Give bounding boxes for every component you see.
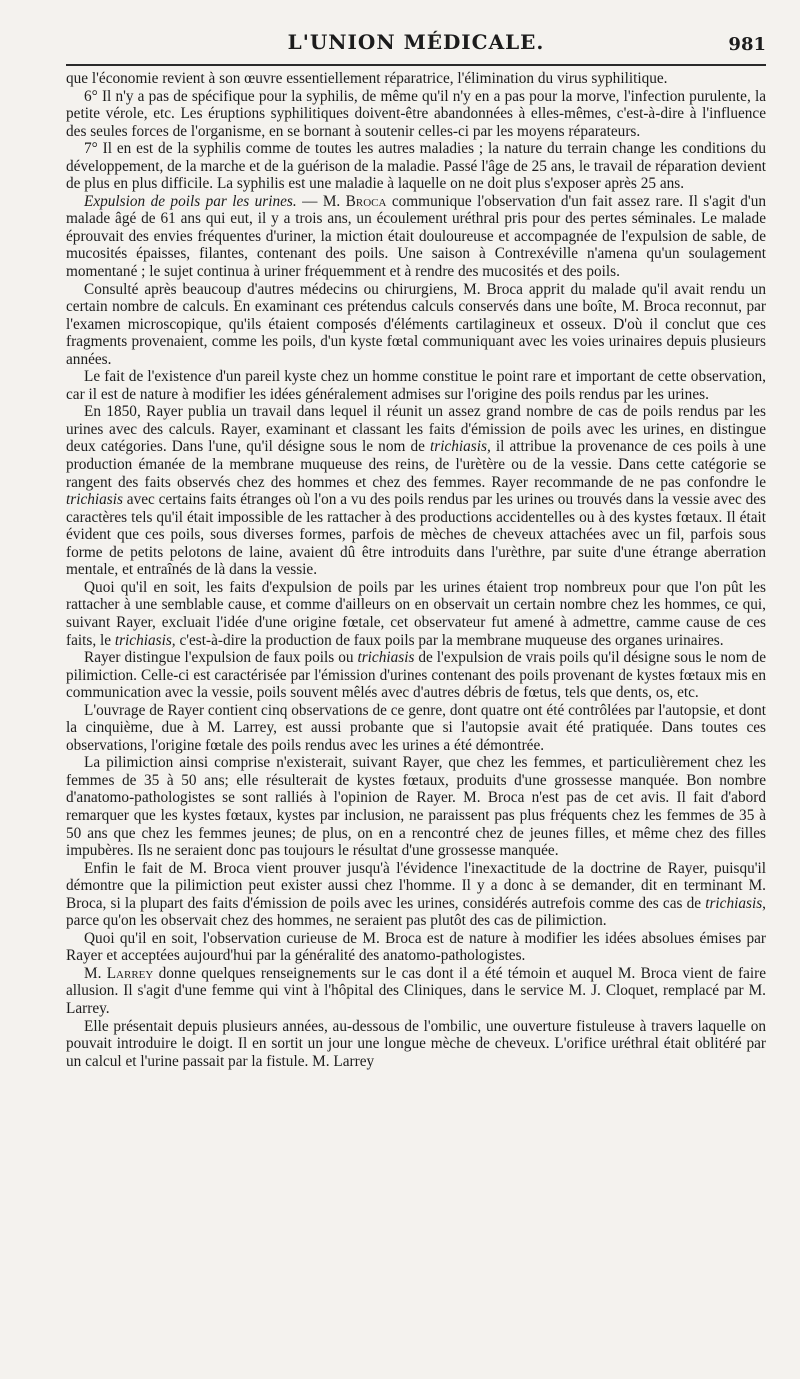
paragraph-15	[66, 1018, 766, 1071]
paragraph-12	[66, 860, 766, 930]
text-run: il attribue la provenance de ces poils à une production émanée de la membrane muqueuse des reins, de l'urètère ou de la vessie. Dans cette catégorie se rangent des faits observés chez des hommes et chez des femmes. Rayer recommande de ne pas confondre le	[66, 438, 766, 491]
paragraph-4	[66, 193, 766, 281]
text-run: Rayer distingue l'expulsion de faux poils ou	[84, 649, 358, 667]
author-name: Broca	[345, 192, 387, 210]
paragraph-7	[66, 403, 766, 578]
paragraph-13	[66, 930, 766, 965]
paragraph-9	[66, 649, 766, 702]
paragraph-8	[66, 579, 766, 649]
text-run: 6° Il n'y a pas de spécifique pour la syphilis, de même qu'il n'y en a pas pour la morve, l'infection purulente, la petite vérole, etc. Les éruptions syphilitiques doivent-être abandonnées à elles-mêmes, c'est-à-dire à l'influence des seules forces de l'organisme, en se bornant à soutenir celles-ci par les moyens réparateurs.	[66, 87, 766, 140]
text-run: , parce qu'on les observait chez des hommes, ne seraient pas plutôt des cas de pilimiction.	[66, 894, 766, 930]
text-run: Quoi qu'il en soit, l'observation curieuse de M. Broca est de nature à modifier les idées absolues émises par Rayer et acceptées aujourd'hui par la généralité des anatomo-pathologistes.	[66, 929, 766, 965]
text-run: M.	[84, 964, 107, 982]
text-run: — M.	[296, 192, 346, 210]
text-run: En 1850, Rayer publia un travail dans lequel il réunit un assez grand nombre de cas de poils rendus par les urines avec des calculs. Rayer, examinant et classant les faits d'émission de poils avec les urines, en distingue deux catégories. Dans l'une, qu'il désigne sous le nom de	[66, 403, 766, 456]
italic-text: trichiasis,	[430, 438, 491, 456]
text-run: La pilimiction ainsi comprise n'existerait, suivant Rayer, que chez les femmes, et particulièrement chez les femmes de 35 à 50 ans; elle résulterait de kystes fœtaux, produits d'une grossesse manquée. Bon nombre d'anatomo-pathologistes se sont ralliés à l'opinion de Rayer. M. Broca n'est pas de cet avis. Il fait d'abord remarquer que les kystes fœtaux, kystes par inclusion, ne paraissent pas plus fréquents chez les femmes de 35 à 50 ans que chez les femmes jeunes; de plus, on en a rencontré chez de jeunes filles, et même chez des filles impubères. Ils ne seraient donc pas toujours le résultat d'une grossesse manquée.	[66, 754, 766, 860]
text-run: Enfin le fait de M. Broca vient prouver jusqu'à l'évidence l'inexactitude de la doctrine de Rayer, puisqu'il démontre que la pilimiction peut exister aussi chez l'homme. Il y a donc à se demander, dit en terminant M. Broca, si la plupart des faits d'émission de poils avec les urines, considérés autrefois comme des cas de	[66, 859, 766, 912]
text-run: de l'expulsion de vrais poils qu'il désigne sous le nom de pilimiction. Celle-ci est caractérisée par l'émission d'urines contenant des poils provenant de kystes fœtaux mis en communication avec la vessie, poils souvent mêlés avec d'autres débris de fœtus, tels que dents, os, etc.	[66, 649, 766, 702]
italic-text: trichiasis	[357, 649, 415, 667]
text-run: Le fait de l'existence d'un pareil kyste chez un homme constitue le point rare et important de cette observation, car il est de nature à modifier les idées généralement admises sur l'origine des poils rendus par les urines.	[66, 368, 766, 403]
paragraph-10	[66, 702, 766, 755]
running-title: L'UNION MÉDICALE.	[287, 30, 545, 54]
italic-text: Expulsion de poils par les urines.	[84, 192, 297, 210]
text-run: donne quelques renseignements sur le cas dont il a été témoin et auquel M. Broca vient de faire allusion. Il s'agit d'une femme qui vint à l'hôpital des Cliniques, dans le service M. J. Cloquet, remplacé par M. Larrey.	[66, 964, 766, 1017]
page-number: 981	[728, 34, 766, 55]
article-body	[66, 70, 766, 1070]
paragraph-3	[66, 140, 766, 193]
paragraph-1	[66, 70, 766, 88]
italic-text: trichiasis	[66, 491, 123, 509]
page-header	[66, 28, 766, 66]
italic-text: trichiasis,	[114, 631, 176, 649]
text-run: que l'économie revient à son œuvre essentiellement réparatrice, l'élimination du virus syphilitique.	[66, 70, 668, 87]
text-run: avec certains faits étranges où l'on a vu des poils rendus par les urines ou trouvés dans la vessie avec des caractères tels qu'il était impossible de les rattacher à des productions accidentelles ou à des kystes fœtaux. Il était évident que ces poils, sous diverses formes, parfois de mèches de cheveux attachées avec un fil, parfois sous forme de petits pelotons de laine, avaient dû être introduits dans l'urèthre, par suite d'une étrange aberration mentale, et entraînés de là dans la vessie.	[66, 491, 766, 579]
paragraph-6	[66, 368, 766, 403]
text-run: communique l'observation d'un fait assez rare. Il s'agit d'un malade âgé de 61 ans qui eut, il y a trois ans, un écoulement uréthral pris pour des pertes séminales. Le malade éprouvait des envies fréquentes d'uriner, la miction était douloureuse et accompagnée de l'expulsion de sable, de mucosités épaisses, filantes, contenant des poils. Une saison à Contrexéville n'amena qu'un soulagement momentané ; le sujet continua à uriner fréquemment et à rendre des mucosités et des poils.	[66, 192, 766, 281]
text-run: Quoi qu'il en soit, les faits d'expulsion de poils par les urines étaient trop nombreux pour que l'on pût les rattacher à une semblable cause, et comme d'ailleurs on en observait un certain nombre chez les hommes, ce qui, suivant Rayer, excluait l'idée d'une origine fœtale, cet observateur fut amené à admettre, camme cause de ces faits, le	[66, 578, 766, 649]
author-name: Larrey	[106, 964, 154, 982]
paragraph-11	[66, 754, 766, 859]
text-run: Elle présentait depuis plusieurs années, au-dessous de l'ombilic, une ouverture fistuleuse à travers laquelle on pouvait introduire le doigt. Il en sortit un jour une longue mèche de cheveux. L'orifice uréthral était oblitéré par un calcul et l'urine passait par la fistule. M. Larrey	[66, 1017, 766, 1070]
text-run: Consulté après beaucoup d'autres médecins ou chirurgiens, M. Broca apprit du malade qu'il avait rendu un certain nombre de calculs. En examinant ces prétendus calculs conservés dans une boîte, M. Broca reconnut, par l'examen microscopique, qu'ils étaient composés d'éléments cartilagineux et osseux. D'où il conclut que ces fragments provenaient, comme les poils, d'un kyste fœtal communiquant avec les voies urinaires depuis plusieurs années.	[66, 280, 766, 368]
italic-text: trichiasis	[705, 894, 763, 912]
paragraph-14	[66, 965, 766, 1018]
paragraph-5	[66, 281, 766, 369]
text-run: c'est-à-dire la production de faux poils par la membrane muqueuse des organes urinaires.	[175, 631, 724, 649]
text-run: L'ouvrage de Rayer contient cinq observations de ce genre, dont quatre ont été contrôlées par l'autopsie, et dont la cinquième, due à M. Larrey, est aussi probante que si l'autopsie avait été pratiquée. Dans toutes ces observations, l'origine fœtale des poils rendus avec les urines a été démontrée.	[66, 701, 766, 754]
text-run: 7° Il en est de la syphilis comme de toutes les autres maladies ; la nature du terrain change les conditions du développement, de la marche et de la guérison de la maladie. Passé l'âge de 25 ans, le travail de réparation devient de plus en plus difficile. La syphilis est une maladie à laquelle on ne doit plus s'exposer après 25 ans.	[66, 140, 766, 193]
paragraph-2	[66, 88, 766, 141]
